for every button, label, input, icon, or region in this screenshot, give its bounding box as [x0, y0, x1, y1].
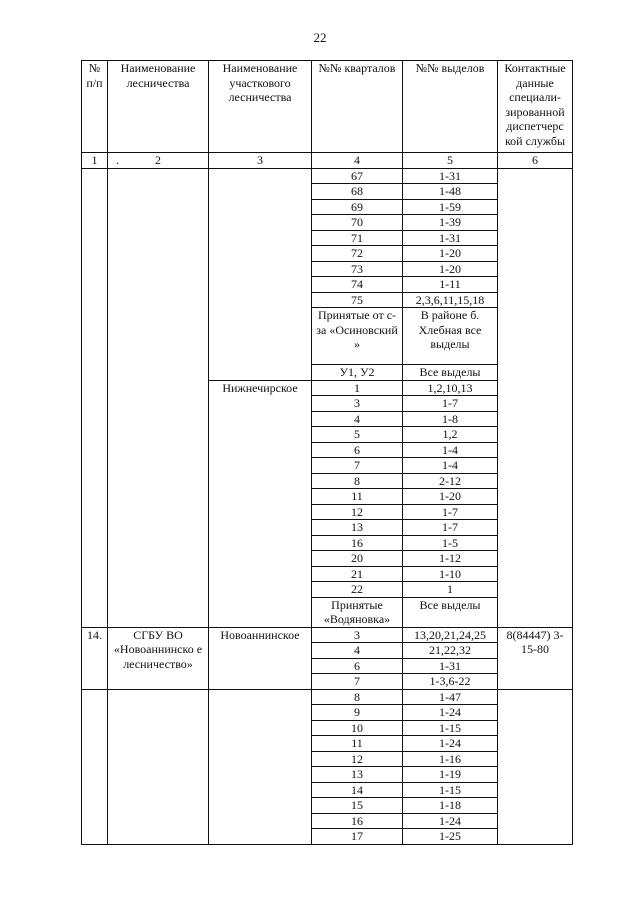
parcel-cell: В районе б. Хлебная все выделы	[403, 308, 498, 365]
index-cell-4: 4	[312, 153, 403, 169]
parcel-cell: 1-20	[403, 261, 498, 277]
quarter-cell: 1	[312, 380, 403, 396]
quarter-cell: 12	[312, 751, 403, 767]
parcel-cell: 1-10	[403, 566, 498, 582]
parcel-cell: 13,20,21,24,25	[403, 627, 498, 643]
index-cell-6: 6	[498, 153, 573, 169]
forestry-name-cell: СГБУ ВО «Новоаннинско е лесничество»	[108, 627, 209, 689]
quarter-cell: 8	[312, 473, 403, 489]
parcel-cell: 1,2,10,13	[403, 380, 498, 396]
quarter-cell: 16	[312, 813, 403, 829]
quarter-cell: 14	[312, 782, 403, 798]
parcel-cell: 1-7	[403, 520, 498, 536]
quarter-cell: 16	[312, 535, 403, 551]
index-cell-1: 1	[82, 153, 108, 169]
column-index-row	[82, 153, 573, 169]
quarter-cell: 6	[312, 442, 403, 458]
header-cell-6: Контактные данные специали-зированной диспетчерс кой службы	[498, 61, 573, 153]
quarter-cell: 11	[312, 489, 403, 505]
parcel-cell: 1-7	[403, 396, 498, 412]
quarter-cell: 68	[312, 184, 403, 200]
header-cell-4: №№ кварталов	[312, 61, 403, 153]
contact-cell: 8(84447) 3-15-80	[498, 627, 573, 689]
quarter-cell: 13	[312, 520, 403, 536]
quarter-cell: Принятые от с-за «Осиновский »	[312, 308, 403, 365]
quarter-cell: 69	[312, 199, 403, 215]
quarter-cell: 11	[312, 736, 403, 752]
parcel-cell: 1-18	[403, 798, 498, 814]
parcel-cell: 1-20	[403, 246, 498, 262]
quarter-cell: 10	[312, 720, 403, 736]
parcel-cell: 1-39	[403, 215, 498, 231]
parcel-cell: 1,2	[403, 427, 498, 443]
parcel-cell: 1-25	[403, 829, 498, 845]
parcel-cell: 1-5	[403, 535, 498, 551]
page-number: 22	[313, 30, 327, 45]
parcel-cell: 1	[403, 582, 498, 598]
quarter-cell: 21	[312, 566, 403, 582]
quarter-cell: 74	[312, 277, 403, 293]
parcel-cell: 1-7	[403, 504, 498, 520]
parcel-cell: 1-8	[403, 411, 498, 427]
quarter-cell: У1, У2	[312, 365, 403, 381]
parcel-cell: 1-4	[403, 442, 498, 458]
contact-cell-empty	[498, 689, 573, 844]
parcel-cell: 1-24	[403, 813, 498, 829]
parcel-cell: 1-31	[403, 230, 498, 246]
forestry-cell-empty	[108, 168, 209, 627]
quarter-cell: 4	[312, 643, 403, 659]
index-cell-5: 5	[403, 153, 498, 169]
quarter-cell: 7	[312, 458, 403, 474]
header-cell-5: №№ выделов	[403, 61, 498, 153]
quarter-cell: 7	[312, 674, 403, 690]
parcel-cell: 1-19	[403, 767, 498, 783]
table-row	[82, 689, 573, 705]
entry-number-cell: 14.	[82, 627, 108, 689]
subforestry-name-cell: Нижнечирское	[209, 380, 312, 627]
parcel-cell: 1-47	[403, 689, 498, 705]
quarter-cell: 71	[312, 230, 403, 246]
quarter-cell: 70	[312, 215, 403, 231]
quarter-cell: 3	[312, 627, 403, 643]
parcel-cell: 1-31	[403, 168, 498, 184]
quarter-cell: Принятые «Водяновка»	[312, 597, 403, 627]
parcel-cell: Все выделы	[403, 365, 498, 381]
table-row	[82, 627, 573, 643]
parcel-cell: 1-20	[403, 489, 498, 505]
parcel-cell: 1-59	[403, 199, 498, 215]
subforestry-cell-empty	[209, 168, 312, 380]
num-cell-empty	[82, 168, 108, 627]
parcel-cell: 1-48	[403, 184, 498, 200]
parcel-cell: 1-3,6-22	[403, 674, 498, 690]
quarter-cell: 20	[312, 551, 403, 567]
quarter-cell: 75	[312, 292, 403, 308]
header-cell-2: Наименование лесничества	[108, 61, 209, 153]
quarter-cell: 22	[312, 582, 403, 598]
quarter-cell: 9	[312, 705, 403, 721]
parcel-cell: 1-11	[403, 277, 498, 293]
parcel-cell: 1-4	[403, 458, 498, 474]
quarter-cell: 6	[312, 658, 403, 674]
quarter-cell: 8	[312, 689, 403, 705]
num-cell-empty	[82, 689, 108, 844]
quarter-cell: 15	[312, 798, 403, 814]
index-cell-3: 3	[209, 153, 312, 169]
quarter-cell: 17	[312, 829, 403, 845]
parcel-cell: 1-16	[403, 751, 498, 767]
forestry-table	[81, 60, 573, 845]
quarter-cell: 67	[312, 168, 403, 184]
contact-cell-empty	[498, 168, 573, 627]
table-header-row	[82, 61, 573, 153]
quarter-cell: 13	[312, 767, 403, 783]
index-cell-2-text: 2	[155, 153, 161, 167]
parcel-cell: 1-15	[403, 782, 498, 798]
subforestry-cell-empty	[209, 689, 312, 844]
parcel-cell: 2,3,6,11,15,18	[403, 292, 498, 308]
quarter-cell: 5	[312, 427, 403, 443]
quarter-cell: 3	[312, 396, 403, 412]
header-cell-1: № п/п	[82, 61, 108, 153]
parcel-cell: 1-12	[403, 551, 498, 567]
quarter-cell: 73	[312, 261, 403, 277]
parcel-cell: Все выделы	[403, 597, 498, 627]
forestry-cell-empty	[108, 689, 209, 844]
header-cell-3: Наименование участкового лесничества	[209, 61, 312, 153]
parcel-cell: 1-24	[403, 736, 498, 752]
quarter-cell: 4	[312, 411, 403, 427]
parcel-cell: 1-15	[403, 720, 498, 736]
parcel-cell: 1-31	[403, 658, 498, 674]
parcel-cell: 21,22,32	[403, 643, 498, 659]
parcel-cell: 2-12	[403, 473, 498, 489]
table-row	[82, 168, 573, 184]
quarter-cell: 72	[312, 246, 403, 262]
parcel-cell: 1-24	[403, 705, 498, 721]
quarter-cell: 12	[312, 504, 403, 520]
subforestry-name-cell: Новоаннинское	[209, 627, 312, 689]
index-mark: .	[116, 153, 119, 167]
index-cell-2	[108, 153, 209, 169]
